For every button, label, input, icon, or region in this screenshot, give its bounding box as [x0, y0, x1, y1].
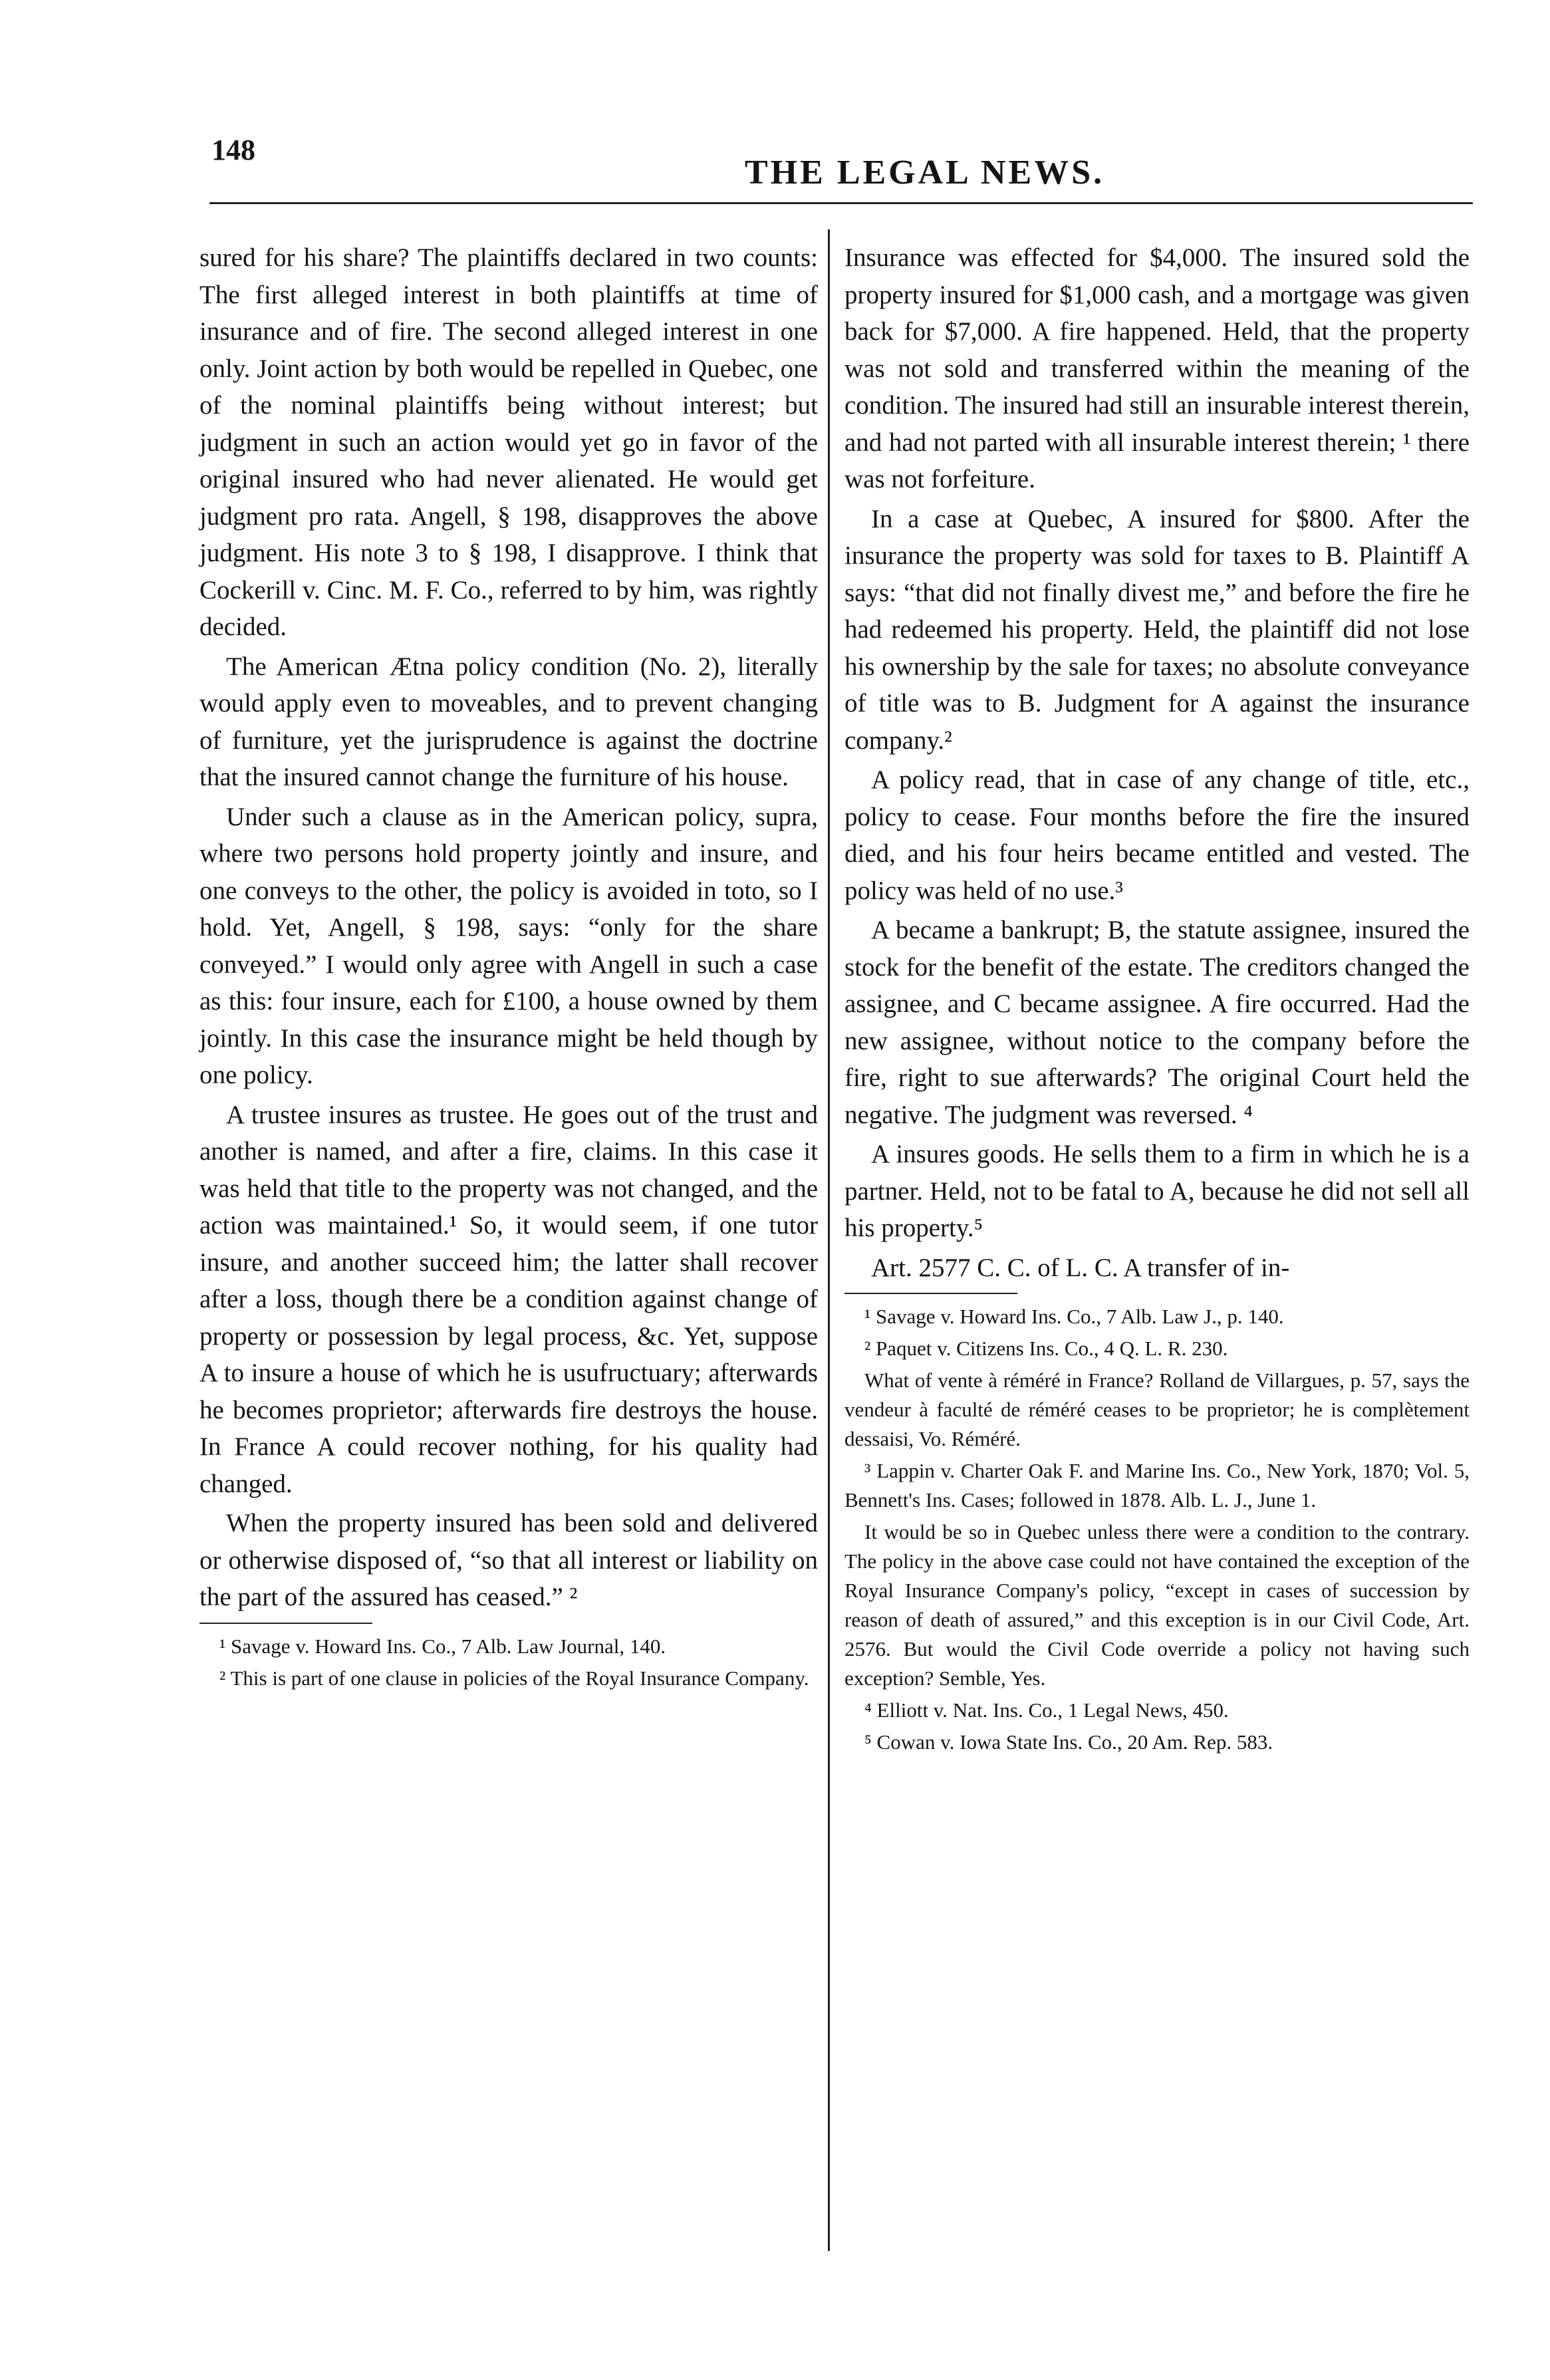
footnote: It would be so in Quebec unless there were a condition to the contrary. The policy in the above case could not have contained the exception of the Royal Insurance Company's policy, “except in cases of succession by reason of death of assured,” and this exception is in our Civil Code, Art. 2576. But would the Civil Code override a policy not having such exception? Semble, Yes. [844, 1520, 1470, 1690]
footnote: ¹ Savage v. Howard Ins. Co., 7 Alb. Law Journal, 140. [219, 1634, 666, 1658]
paragraph: Art. 2577 C. C. of L. C. A transfer of in- [871, 1253, 1290, 1282]
paragraph: Under such a clause as in the American policy, supra, where two persons hold property jointly and insure, and one conveys to the other, the policy is avoided in toto, so I hold. Yet, Angell, § 198, says: “only for the share conveyed.” I would only agree with Angell in such a case as this: four insure, each for £100, a house owned by them jointly. In this case the insurance might be held though by one policy. [199, 802, 818, 1089]
page-number: 148 [211, 134, 255, 166]
paragraph: When the property insured has been sold and delivered or otherwise disposed of, “so that all interest or liability on the part of the assured has ceased.” ² [199, 1509, 818, 1611]
paragraph: sured for his share? The plaintiffs declared in two counts: The first alleged interest in both plaintiffs at time of insurance and of fire. The second alleged interest in one only. Joint action by both would be repelled in Quebec, one of the nominal plaintiffs being without interest; but judgment in such an action would yet go in favor of the original insured who had never alienated. He would get judgment pro rata. Angell, § 198, disapproves the above judgment. His note 3 to § 198, I disapprove. I think that Cockerill v. Cinc. M. F. Co., referred to by him, was rightly decided. [199, 243, 818, 641]
paragraph: A trustee insures as trustee. He goes out of the trust and another is named, and after a fire, claims. In this case it was held that title to the property was not changed, and the action was maintained.¹ So, it would seem, if one tutor insure, and another succeed him; the latter shall recover after a loss, though there be a condition against change of property or possession by legal process, &c. Yet, suppose A to insure a house of which he is usufructuary; afterwards he becomes proprietor; afterwards fire destroys the house. In France A could recover nothing, for his quality had changed. [199, 1100, 818, 1498]
footnote: ⁵ Cowan v. Iowa State Ins. Co., 20 Am. Rep. 583. [864, 1730, 1273, 1754]
left-column [199, 239, 818, 1696]
running-head: THE LEGAL NEWS. [745, 154, 1105, 192]
footnote: ² This is part of one clause in policies of the Royal Insurance Company. [219, 1666, 809, 1690]
footnote: ³ Lappin v. Charter Oak F. and Marine Ins. Co., New York, 1870; Vol. 5, Bennett's Ins. Cases; followed in 1878. Alb. L. J., June 1. [844, 1459, 1470, 1512]
footnote: ¹ Savage v. Howard Ins. Co., 7 Alb. Law J., p. 140. [864, 1305, 1284, 1328]
footnotes [199, 1632, 818, 1693]
footnote-rule [199, 1623, 372, 1624]
paragraph: The American Ætna policy condition (No. 2), literally would apply even to moveables, and to prevent changing of furniture, yet the jurisprudence is against the doctrine that the insured cannot change the furniture of his house. [199, 652, 818, 791]
footnote: ² Paquet v. Citizens Ins. Co., 4 Q. L. R. 230. [864, 1337, 1228, 1360]
paragraph: Insurance was effected for $4,000. The insured sold the property insured for $1,000 cash, and a mortgage was given back for $7,000. A fire happened. Held, that the property was not sold and transferred within the meaning of the condition. The insured had still an insurable interest therein, and had not parted with all insurable interest therein; ¹ there was not forfeiture. [844, 243, 1470, 493]
paragraph: A policy read, that in case of any change of title, etc., policy to cease. Four months before the fire the insured died, and his four heirs became entitled and vested. The policy was held of no use.³ [844, 765, 1470, 905]
column-divider [828, 229, 830, 2251]
header-rule [209, 202, 1473, 204]
footnote: ⁴ Elliott v. Nat. Ins. Co., 1 Legal News, 450. [864, 1698, 1229, 1722]
paragraph: In a case at Quebec, A insured for $800. After the insurance the property was sold for taxes to B. Plaintiff A says: “that did not finally divest me,” and before the fire he had redeemed his property. Held, the plaintiff did not lose his ownership by the sale for taxes; no absolute conveyance of title was to B. Judgment for A against the insurance company.² [844, 504, 1470, 755]
footnote-rule [844, 1293, 1017, 1294]
paragraph: A insures goods. He sells them to a firm in which he is a partner. Held, not to be fatal to A, because he did not sell all his property.⁵ [844, 1140, 1470, 1242]
right-column [844, 239, 1470, 1760]
paragraph: A became a bankrupt; B, the statute assignee, insured the stock for the benefit of the estate. The creditors changed the assignee, and C became assignee. A fire occurred. Had the new assignee, without notice to the company before the fire, right to sue afterwards? The original Court held the negative. The judgment was reversed. ⁴ [844, 916, 1470, 1129]
footnotes [844, 1302, 1470, 1757]
footnote: What of vente à réméré in France? Rolland de Villargues, p. 57, says the vendeur à faculté de réméré ceases to be proprietor; he is complètement dessaisi, Vo. Réméré. [844, 1369, 1470, 1450]
